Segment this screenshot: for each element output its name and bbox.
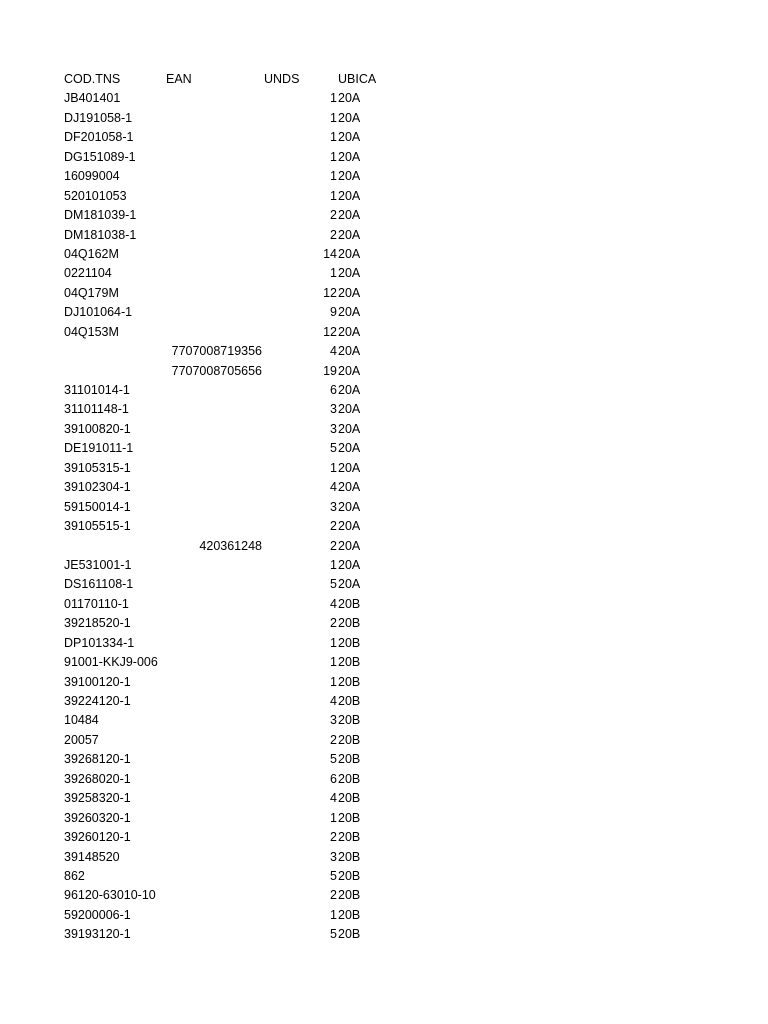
table-row — [0, 634, 768, 653]
cell-unds: 4 — [330, 791, 337, 806]
cell-unds: 5 — [330, 927, 337, 942]
cell-cod: 04Q179M — [64, 285, 119, 300]
table-row — [0, 187, 768, 206]
cell-unds: 1 — [330, 557, 337, 572]
cell-cod: 39258320-1 — [64, 791, 131, 806]
cell-unds: 1 — [330, 188, 337, 203]
table-row — [0, 517, 768, 536]
cell-cod: 04Q153M — [64, 324, 119, 339]
cell-ubica: 20A — [338, 344, 361, 359]
cell-cod: 20057 — [64, 732, 99, 747]
cell-ubica: 20A — [338, 519, 361, 534]
cell-unds: 3 — [330, 713, 337, 728]
cell-cod: 39260320-1 — [64, 810, 131, 825]
cell-unds: 1 — [330, 130, 337, 145]
cell-unds: 5 — [330, 577, 337, 592]
cell-ubica: 20B — [338, 927, 361, 942]
header-row — [0, 70, 768, 89]
cell-cod: 91001-KKJ9-006 — [64, 655, 158, 670]
cell-cod: 39268020-1 — [64, 771, 131, 786]
cell-unds: 2 — [330, 208, 337, 223]
cell-unds: 1 — [330, 149, 337, 164]
table-row — [0, 711, 768, 730]
cell-ubica: 20A — [338, 363, 361, 378]
table-row — [0, 362, 768, 381]
cell-ubica: 20A — [338, 499, 361, 514]
cell-unds: 1 — [330, 907, 337, 922]
cell-cod: 10484 — [64, 713, 99, 728]
cell-cod: 04Q162M — [64, 246, 119, 261]
cell-ubica: 20A — [338, 402, 361, 417]
table-row — [0, 614, 768, 633]
cell-ubica: 20A — [338, 480, 361, 495]
cell-unds: 3 — [330, 421, 337, 436]
cell-unds: 12 — [323, 324, 337, 339]
cell-cod: 96120-63010-10 — [64, 888, 156, 903]
header-ubica: UBICA — [338, 72, 377, 86]
cell-ubica: 20B — [338, 694, 361, 708]
cell-ubica: 20B — [338, 830, 361, 845]
table-row — [0, 731, 768, 750]
cell-ubica: 20B — [338, 888, 361, 903]
cell-unds: 1 — [330, 110, 337, 125]
cell-ubica: 20B — [338, 635, 361, 650]
table-row — [0, 848, 768, 867]
cell-cod: 39100820-1 — [64, 421, 131, 436]
cell-unds: 4 — [330, 344, 337, 359]
cell-ubica: 20A — [338, 577, 361, 592]
header-unds: UNDS — [264, 72, 300, 86]
cell-cod: 01170110-1 — [64, 596, 129, 611]
cell-ubica: 20A — [338, 324, 361, 339]
cell-unds: 2 — [330, 830, 337, 845]
cell-unds: 3 — [330, 849, 337, 864]
table-row — [0, 284, 768, 303]
cell-cod: 39105515-1 — [64, 519, 131, 534]
table-row — [0, 750, 768, 769]
cell-ubica: 20B — [338, 791, 361, 806]
cell-ubica: 20B — [338, 732, 361, 747]
table-row — [0, 478, 768, 497]
cell-unds: 1 — [330, 655, 337, 670]
cell-ubica: 20A — [338, 460, 361, 475]
table-row — [0, 128, 768, 147]
cell-ubica: 20A — [338, 227, 361, 242]
table-row — [0, 206, 768, 225]
cell-unds: 5 — [330, 441, 337, 456]
cell-ubica: 20A — [338, 285, 361, 300]
table-row — [0, 420, 768, 439]
cell-cod: 39268120-1 — [64, 752, 131, 767]
cell-ean: 420361248 — [199, 538, 262, 553]
cell-ubica: 20A — [338, 557, 361, 572]
cell-cod: 39260120-1 — [64, 830, 131, 845]
cell-unds: 4 — [330, 480, 337, 495]
cell-ubica: 20A — [338, 383, 361, 397]
cell-ubica: 20B — [338, 596, 361, 611]
cell-unds: 19 — [323, 363, 337, 378]
cell-cod: 31101148-1 — [64, 402, 129, 417]
table-body — [0, 89, 768, 944]
cell-unds: 4 — [330, 694, 337, 708]
cell-ubica: 20A — [338, 208, 361, 223]
cell-ubica: 20A — [338, 441, 361, 456]
cell-ubica: 20A — [338, 130, 361, 145]
table-row — [0, 226, 768, 245]
cell-ubica: 20A — [338, 246, 361, 261]
cell-ubica: 20B — [338, 868, 361, 883]
cell-cod: 31101014-1 — [64, 383, 130, 397]
table-row — [0, 653, 768, 672]
cell-cod: 39224120-1 — [64, 694, 131, 708]
cell-cod: DJ191058-1 — [64, 110, 133, 125]
table-row — [0, 537, 768, 556]
cell-ean: 7707008719356 — [171, 344, 262, 359]
table-row — [0, 867, 768, 886]
table-row — [0, 381, 768, 400]
cell-ubica: 20B — [338, 849, 361, 864]
table-row — [0, 906, 768, 925]
table-row — [0, 692, 768, 711]
inventory-sheet — [0, 70, 768, 945]
cell-unds: 14 — [323, 246, 337, 261]
table-row — [0, 439, 768, 458]
table-row — [0, 789, 768, 808]
cell-cod: 39102304-1 — [64, 480, 131, 495]
cell-unds: 3 — [330, 402, 337, 417]
cell-cod: 59150014-1 — [64, 499, 131, 514]
cell-ubica: 20B — [338, 674, 361, 689]
cell-ean: 7707008705656 — [171, 363, 262, 378]
table-row — [0, 886, 768, 905]
cell-cod: DM181039-1 — [64, 208, 137, 223]
cell-unds: 2 — [330, 616, 337, 631]
cell-unds: 3 — [330, 499, 337, 514]
cell-cod: 59200006-1 — [64, 907, 131, 922]
table-row — [0, 498, 768, 517]
cell-unds: 6 — [330, 771, 337, 786]
header-cod: COD.TNS — [64, 72, 121, 86]
cell-unds: 4 — [330, 596, 337, 611]
cell-unds: 6 — [330, 383, 337, 397]
cell-ubica: 20A — [338, 149, 361, 164]
cell-cod: 39148520 — [64, 849, 120, 864]
cell-ubica: 20B — [338, 616, 361, 631]
cell-cod: DS161108-1 — [64, 577, 134, 592]
table-row — [0, 264, 768, 283]
table-row — [0, 673, 768, 692]
table-row — [0, 303, 768, 322]
table-row — [0, 245, 768, 264]
cell-cod: 39218520-1 — [64, 616, 131, 631]
cell-unds: 5 — [330, 752, 337, 767]
cell-ubica: 20B — [338, 713, 361, 728]
cell-cod: 862 — [64, 868, 85, 883]
cell-unds: 9 — [330, 305, 337, 320]
cell-cod: DF201058-1 — [64, 130, 134, 145]
table-row — [0, 809, 768, 828]
cell-cod: DJ101064-1 — [64, 305, 133, 320]
cell-unds: 5 — [330, 868, 337, 883]
cell-cod: DM181038-1 — [64, 227, 137, 242]
cell-unds: 1 — [330, 91, 337, 106]
cell-cod: DE191011-1 — [64, 441, 134, 456]
cell-cod: DP101334-1 — [64, 635, 135, 650]
table-row — [0, 400, 768, 419]
header-ean: EAN — [166, 72, 192, 86]
cell-ubica: 20B — [338, 752, 361, 767]
table-row — [0, 575, 768, 594]
table-row — [0, 828, 768, 847]
cell-ubica: 20B — [338, 810, 361, 825]
cell-unds: 1 — [330, 266, 337, 281]
table-row — [0, 595, 768, 614]
cell-unds: 1 — [330, 635, 337, 650]
table-row — [0, 109, 768, 128]
table-row — [0, 89, 768, 108]
cell-unds: 1 — [330, 674, 337, 689]
cell-cod: JE531001-1 — [64, 557, 132, 572]
cell-ubica: 20A — [338, 305, 361, 320]
cell-ubica: 20A — [338, 169, 361, 184]
cell-unds: 2 — [330, 888, 337, 903]
cell-ubica: 20A — [338, 110, 361, 125]
cell-cod: 520101053 — [64, 188, 127, 203]
cell-cod: 39193120-1 — [64, 927, 131, 942]
table-row — [0, 770, 768, 789]
cell-ubica: 20A — [338, 188, 361, 203]
cell-unds: 12 — [323, 285, 337, 300]
table-row — [0, 925, 768, 944]
cell-ubica: 20B — [338, 771, 361, 786]
cell-ubica: 20A — [338, 266, 361, 281]
cell-ubica: 20A — [338, 421, 361, 436]
cell-cod: 0221104 — [64, 266, 112, 281]
cell-unds: 1 — [330, 169, 337, 184]
cell-unds: 2 — [330, 519, 337, 534]
cell-cod: 39105315-1 — [64, 460, 131, 475]
cell-ubica: 20A — [338, 538, 361, 553]
cell-unds: 2 — [330, 538, 337, 553]
cell-cod: 39100120-1 — [64, 674, 131, 689]
table-row — [0, 323, 768, 342]
table-row — [0, 148, 768, 167]
cell-ubica: 20B — [338, 907, 361, 922]
cell-unds: 1 — [330, 810, 337, 825]
table-row — [0, 459, 768, 478]
cell-cod: JB401401 — [64, 91, 121, 106]
cell-ubica: 20A — [338, 91, 361, 106]
cell-cod: DG151089-1 — [64, 149, 136, 164]
cell-unds: 2 — [330, 227, 337, 242]
cell-cod: 16099004 — [64, 169, 120, 184]
cell-ubica: 20B — [338, 655, 361, 670]
cell-unds: 2 — [330, 732, 337, 747]
table-row — [0, 556, 768, 575]
cell-unds: 1 — [330, 460, 337, 475]
table-row — [0, 167, 768, 186]
table-row — [0, 342, 768, 361]
